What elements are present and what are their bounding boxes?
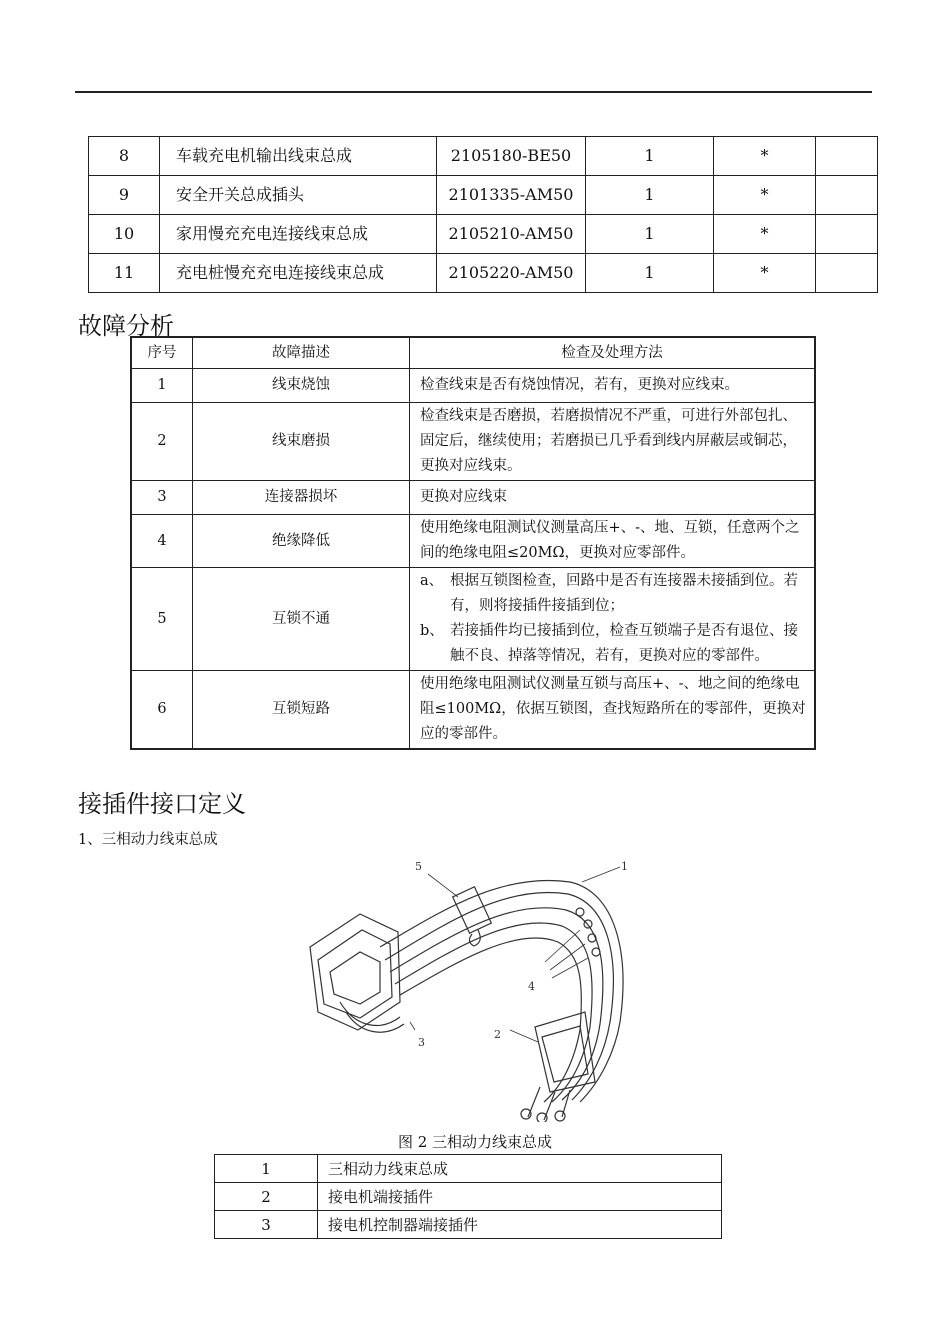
table-row: 3 接电机控制器端接插件 — [215, 1211, 722, 1239]
table-row: 5 互锁不通 a、 根据互锁图检查，回路中是否有连接器未接插到位。若有，则将接插件接插到位； b、 若接插件均已接插到位，检查互锁端子是否有退位、接触不良、掉落等情况，若有，更换对应的零部件。 — [131, 568, 815, 671]
clip — [453, 887, 492, 946]
table-row: 3 连接器损坏 更换对应线束 — [131, 481, 815, 515]
table-row: 2 接电机端接插件 — [215, 1183, 722, 1211]
list-item: a、 根据互锁图检查，回路中是否有连接器未接插到位。若有，则将接插件接插到位； — [420, 573, 798, 614]
fault-table — [130, 336, 816, 750]
harness-figure — [300, 852, 650, 1122]
callout-1: 1 — [621, 860, 628, 873]
table-header-row: 序号 故障描述 检查及处理方法 — [131, 337, 815, 369]
figure-caption: 图 2 三相动力线束总成 — [397, 1133, 553, 1151]
callout-2: 2 — [494, 1028, 501, 1041]
parts-table — [88, 136, 878, 293]
table-row: 4 绝缘降低 使用绝缘电阻测试仪测量高压+、-、地、互锁，任意两个之间的绝缘电阻≤20MΩ，更换对应零部件。 — [131, 515, 815, 568]
fault-analysis-heading: 故障分析 — [78, 312, 174, 340]
table-row: 1 线束烧蚀 检查线束是否有烧蚀情况，若有，更换对应线束。 — [131, 369, 815, 403]
table-row: 1 三相动力线束总成 — [215, 1155, 722, 1183]
callout-3: 3 — [418, 1036, 425, 1049]
cable-bundle — [380, 880, 623, 1102]
list-item: b、 若接插件均已接插到位，检查互锁端子是否有退位、接触不良、掉落等情况，若有，更换对应的零部件。 — [420, 623, 798, 664]
table-row: 2 线束磨损 检查线束是否磨损，若磨损情况不严重，可进行外部包扎、固定后，继续使用；若磨损已几乎看到线内屏蔽层或铜芯，更换对应线束。 — [131, 403, 815, 481]
clamps — [576, 908, 600, 956]
table-row: 6 互锁短路 使用绝缘电阻测试仪测量互锁与高压+、-、地之间的绝缘电阻≤100MΩ，依据互锁图，查找短路所在的零部件，更换对应的零部件。 — [131, 671, 815, 750]
table-row: 10 家用慢充充电连接线束总成 2105210-AM50 1 * — [89, 215, 878, 254]
callout-4: 4 — [528, 980, 535, 993]
connector-heading: 接插件接口定义 — [78, 790, 246, 818]
subheading: 1、三相动力线束总成 — [78, 832, 218, 848]
legend-table — [214, 1154, 722, 1239]
table-row: 9 安全开关总成插头 2101335-AM50 1 * — [89, 176, 878, 215]
table-row: 11 充电桩慢充充电连接线束总成 2105220-AM50 1 * — [89, 254, 878, 293]
motor-connector — [521, 1012, 595, 1122]
table-row: 8 车载充电机输出线束总成 2105180-BE50 1 * — [89, 137, 878, 176]
motor-controller-connector — [310, 914, 404, 1032]
callout-lines — [410, 867, 620, 1042]
callout-5: 5 — [415, 860, 422, 873]
header-rule — [75, 91, 872, 93]
